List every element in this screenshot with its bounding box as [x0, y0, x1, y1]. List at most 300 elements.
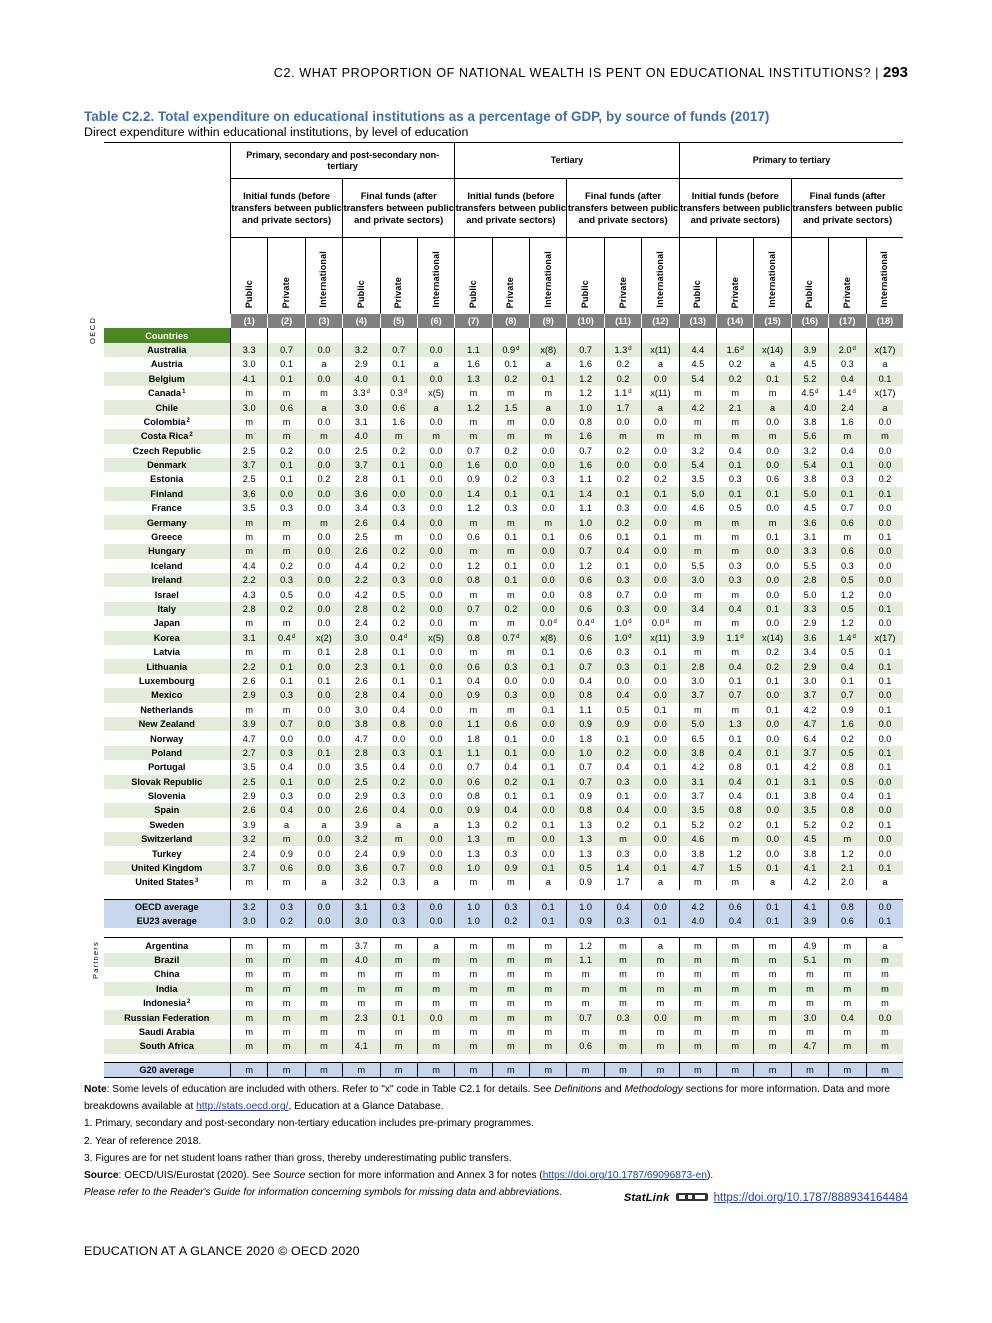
data-cell: 0.2	[604, 357, 641, 371]
data-cell: 0.2	[829, 818, 866, 832]
country-name: Ireland	[104, 573, 231, 587]
data-cell: 0.4	[604, 760, 641, 774]
table-row	[104, 544, 904, 558]
data-cell: m	[717, 587, 754, 601]
data-cell: 0.1	[754, 789, 791, 803]
data-cell: 1.3	[455, 818, 492, 832]
country-name: Sweden	[104, 818, 231, 832]
data-cell: m	[455, 703, 492, 717]
data-cell: 0.6	[380, 400, 417, 414]
data-cell: 3.2	[343, 832, 380, 846]
data-cell: 0.0	[642, 688, 679, 702]
data-cell: 0.9	[455, 688, 492, 702]
data-cell: 2.8	[343, 746, 380, 760]
data-cell: m	[417, 953, 454, 967]
data-cell: 4.6	[679, 832, 716, 846]
level-header-school: Primary, secondary and post-secondary non-tertiary	[231, 143, 455, 179]
data-cell: 2.6	[231, 803, 268, 817]
data-cell: m	[268, 703, 305, 717]
data-cell: m	[305, 967, 342, 981]
data-cell: 4.1	[791, 861, 828, 875]
data-cell: m	[268, 938, 305, 953]
data-cell: 0.0	[530, 688, 567, 702]
data-cell: m	[455, 544, 492, 558]
data-cell: 0.0	[417, 515, 454, 529]
data-cell: 0.0	[642, 544, 679, 558]
data-cell: m	[604, 1025, 641, 1039]
data-cell: 0.6	[455, 659, 492, 673]
data-cell: 0.3	[604, 914, 641, 928]
data-cell: m	[567, 982, 604, 996]
table-row	[104, 982, 904, 996]
data-cell: 0.3	[604, 846, 641, 860]
data-cell: 1.3	[567, 846, 604, 860]
data-cell: 5.2	[791, 818, 828, 832]
data-cell: 0.1	[642, 818, 679, 832]
data-cell: 0.1	[866, 645, 903, 659]
data-cell: m	[268, 645, 305, 659]
data-cell: 0.0	[866, 559, 903, 573]
data-cell: m	[455, 429, 492, 443]
annex-link[interactable]: https://doi.org/10.1787/69096873-en	[542, 1170, 707, 1182]
data-cell: m	[305, 386, 342, 400]
country-name: Spain	[104, 803, 231, 817]
country-name: Denmark	[104, 458, 231, 472]
data-cell: 0.1	[829, 458, 866, 472]
data-cell: 3.5	[679, 472, 716, 486]
data-cell: a	[642, 875, 679, 889]
data-cell: 0.0	[642, 573, 679, 587]
table-row	[104, 746, 904, 760]
data-cell: m	[231, 967, 268, 981]
data-cell: 0.0	[305, 717, 342, 731]
data-cell: 3.9	[791, 914, 828, 928]
data-cell: 0.0	[305, 703, 342, 717]
data-cell: m	[717, 530, 754, 544]
data-cell: x(17)	[866, 386, 903, 400]
data-cell: m	[679, 645, 716, 659]
data-cell: 0.2	[492, 602, 529, 616]
table-row	[104, 515, 904, 529]
data-cell: 3.0	[343, 703, 380, 717]
data-cell: 0.3	[604, 573, 641, 587]
data-cell: a	[305, 818, 342, 832]
data-cell: 0.0	[530, 674, 567, 688]
data-cell: m	[829, 1025, 866, 1039]
data-cell: 0.1	[642, 861, 679, 875]
table-row	[104, 703, 904, 717]
data-cell: m	[492, 1010, 529, 1024]
data-cell: 0.1	[604, 530, 641, 544]
country-name: Greece	[104, 530, 231, 544]
data-cell: 0.0	[305, 775, 342, 789]
data-cell: 2.4	[829, 400, 866, 414]
data-cell: 0.1	[642, 659, 679, 673]
data-cell: m	[642, 996, 679, 1010]
data-cell: 0.1	[754, 914, 791, 928]
note-paragraph	[84, 1081, 910, 1115]
data-cell: 1.0	[567, 899, 604, 914]
data-cell: 0.0	[642, 775, 679, 789]
data-cell: a	[754, 357, 791, 371]
data-cell: 0.0	[305, 458, 342, 472]
data-cell: 1.4	[604, 861, 641, 875]
source-header-public: Public	[567, 238, 604, 315]
data-cell: 0.1	[754, 818, 791, 832]
data-cell: m	[604, 1062, 641, 1077]
table-row	[104, 1039, 904, 1053]
data-cell: 0.1	[754, 775, 791, 789]
data-cell: 0.0	[642, 899, 679, 914]
data-cell: m	[268, 429, 305, 443]
note-text: and	[601, 1084, 625, 1095]
data-cell: 0.0	[305, 899, 342, 914]
data-cell: 0.0	[530, 746, 567, 760]
data-cell: a	[417, 875, 454, 889]
data-cell: 3.3	[791, 544, 828, 558]
table-row	[104, 731, 904, 745]
data-cell: 0.2	[754, 659, 791, 673]
data-cell: 1.1	[567, 472, 604, 486]
data-cell: 0.6	[455, 775, 492, 789]
data-cell: 0.1	[642, 530, 679, 544]
data-cell: m	[754, 1039, 791, 1053]
data-cell: 1.1	[455, 746, 492, 760]
data-cell: 0.1	[268, 775, 305, 789]
data-note-marker: d	[366, 389, 370, 396]
data-cell: m	[530, 953, 567, 967]
source-label: Source	[84, 1170, 119, 1182]
data-cell: 0.0	[604, 415, 641, 429]
data-cell: m	[343, 1062, 380, 1077]
column-number: (8)	[492, 314, 529, 328]
data-cell: 0.3	[717, 559, 754, 573]
stats-oecd-link[interactable]: http://stats.oecd.org/	[196, 1101, 289, 1113]
data-cell: 3.4	[679, 602, 716, 616]
data-cell: 0.4	[829, 1010, 866, 1024]
data-cell: 4.5	[791, 357, 828, 371]
data-cell: 2.3	[343, 1010, 380, 1024]
partners-group-label: Partners	[91, 941, 100, 979]
data-cell: 4.0	[791, 400, 828, 414]
footnote-marker: 2	[187, 999, 191, 1006]
data-cell: 0.0	[417, 659, 454, 673]
data-cell: 0.1	[530, 645, 567, 659]
data-cell: 4.7	[791, 1039, 828, 1053]
data-cell: 3.8	[791, 415, 828, 429]
data-cell: 0.1	[642, 914, 679, 928]
empty-cell	[530, 328, 567, 342]
data-cell: 0.1	[642, 645, 679, 659]
data-cell: 3.9	[791, 343, 828, 357]
data-cell: a	[754, 400, 791, 414]
note-definitions: Definitions	[554, 1084, 602, 1095]
data-cell: 0.6	[268, 861, 305, 875]
data-cell: 0.0	[305, 444, 342, 458]
data-cell: 1.0$^d$	[604, 616, 641, 630]
data-cell: m	[642, 982, 679, 996]
data-cell: m	[717, 938, 754, 953]
level-header-tertiary: Tertiary	[455, 143, 679, 179]
data-cell: m	[604, 967, 641, 981]
data-cell: m	[231, 703, 268, 717]
data-cell: m	[305, 515, 342, 529]
data-cell: 0.1	[492, 487, 529, 501]
data-cell: m	[305, 938, 342, 953]
data-cell: 0.0	[417, 914, 454, 928]
data-cell: m	[604, 982, 641, 996]
data-cell: 0.0	[417, 573, 454, 587]
data-cell: 5.0	[791, 587, 828, 601]
data-cell: 0.1	[604, 789, 641, 803]
page-footer: EDUCATION AT A GLANCE 2020 © OECD 2020	[84, 1244, 360, 1258]
data-cell: 0.0	[530, 602, 567, 616]
country-name: Chile	[104, 400, 231, 414]
data-cell: 5.2	[679, 818, 716, 832]
note-label: Note	[84, 1084, 107, 1095]
data-cell: a	[866, 938, 903, 953]
data-cell: 1.4	[567, 487, 604, 501]
data-cell: m	[866, 953, 903, 967]
column-number: (16)	[791, 314, 828, 328]
data-cell: 2.9	[343, 357, 380, 371]
data-cell: m	[829, 982, 866, 996]
data-cell: 3.0	[231, 400, 268, 414]
data-cell: m	[305, 982, 342, 996]
data-cell: 0.3	[717, 573, 754, 587]
data-cell: 3.1	[679, 775, 716, 789]
data-cell: m	[231, 530, 268, 544]
data-note-marker: d	[852, 345, 856, 352]
data-cell: 2.2	[343, 573, 380, 587]
country-name: Saudi Arabia	[104, 1025, 231, 1039]
data-cell: 0.0	[305, 602, 342, 616]
data-cell: 0.8	[829, 899, 866, 914]
data-cell: 0.0	[642, 1010, 679, 1024]
data-cell: m	[492, 938, 529, 953]
data-cell: 0.0	[492, 674, 529, 688]
data-cell: a	[305, 400, 342, 414]
data-cell: 5.5	[679, 559, 716, 573]
data-cell: 0.9	[380, 846, 417, 860]
table-row	[104, 832, 904, 846]
data-cell: 1.8	[567, 731, 604, 745]
data-cell: m	[380, 1039, 417, 1053]
table-row	[104, 645, 904, 659]
table-row	[104, 530, 904, 544]
data-cell: 4.5	[791, 832, 828, 846]
source-header-international: International	[866, 238, 903, 315]
data-cell: 0.1	[866, 760, 903, 774]
data-cell: 3.8	[679, 746, 716, 760]
data-cell: 1.2	[829, 616, 866, 630]
data-cell: 0.1	[530, 703, 567, 717]
data-cell: 3.6	[791, 631, 828, 645]
data-cell: m	[754, 982, 791, 996]
data-cell: 0.0	[417, 846, 454, 860]
data-cell: m	[679, 703, 716, 717]
source-em: Source	[273, 1170, 306, 1182]
note-methodology: Methodology	[624, 1084, 683, 1095]
data-cell: x(8)	[530, 631, 567, 645]
empty-cell	[717, 328, 754, 342]
empty-cell	[754, 328, 791, 342]
data-cell: 0.3	[268, 899, 305, 914]
data-cell: 2.8	[343, 688, 380, 702]
data-cell: 0.1	[380, 357, 417, 371]
statlink-url[interactable]: https://doi.org/10.1787/888934164484	[713, 1192, 908, 1204]
data-cell: 0.1	[866, 703, 903, 717]
data-cell: 0.2	[717, 372, 754, 386]
data-cell: 3.1	[791, 530, 828, 544]
data-cell: 0.2	[604, 472, 641, 486]
expenditure-table	[103, 142, 903, 1078]
data-cell: 0.0	[866, 731, 903, 745]
data-cell: 0.5	[829, 775, 866, 789]
table-row	[104, 472, 904, 486]
table-row	[104, 587, 904, 601]
data-cell: 0.0	[866, 1010, 903, 1024]
data-cell: 0.7	[604, 587, 641, 601]
source-header-private: Private	[604, 238, 641, 315]
data-cell: 0.0	[604, 674, 641, 688]
country-name: Brazil	[104, 953, 231, 967]
data-cell: 5.4	[791, 458, 828, 472]
data-cell: 0.4$^d$	[268, 631, 305, 645]
table-row	[104, 501, 904, 515]
column-number: (7)	[455, 314, 492, 328]
header-blank	[104, 179, 231, 238]
data-cell: 0.7	[567, 1010, 604, 1024]
data-cell: 0.4	[492, 803, 529, 817]
data-cell: 1.6	[567, 429, 604, 443]
data-cell: 0.2	[604, 818, 641, 832]
data-cell: 0.0	[417, 559, 454, 573]
data-note-marker: d	[628, 345, 632, 352]
table-row	[104, 861, 904, 875]
empty-cell	[866, 328, 903, 342]
table-row	[104, 846, 904, 860]
empty-cell	[791, 328, 828, 342]
data-cell: 4.2	[791, 760, 828, 774]
data-cell: 0.0	[305, 587, 342, 601]
data-cell: 3.0	[343, 914, 380, 928]
data-cell: 3.4	[343, 501, 380, 515]
data-cell: 3.9	[231, 818, 268, 832]
data-cell: m	[717, 953, 754, 967]
data-cell: 0.0	[417, 861, 454, 875]
data-cell: m	[604, 953, 641, 967]
data-cell: 1.1	[455, 343, 492, 357]
country-name: Iceland	[104, 559, 231, 573]
data-cell: 5.0	[791, 487, 828, 501]
data-cell: 1.3	[455, 372, 492, 386]
data-cell: 0.0	[530, 731, 567, 745]
data-note-marker: d	[403, 633, 408, 640]
data-cell: 0.2	[268, 444, 305, 458]
data-cell: m	[679, 875, 716, 889]
data-cell: m	[492, 587, 529, 601]
country-name: Japan	[104, 616, 231, 630]
data-cell: 0.1	[268, 674, 305, 688]
data-cell: m	[455, 415, 492, 429]
data-cell: a	[530, 400, 567, 414]
country-name: Italy	[104, 602, 231, 616]
data-cell: 2.3	[343, 659, 380, 673]
data-cell: 0.0	[866, 616, 903, 630]
data-cell: 1.6	[567, 458, 604, 472]
data-cell: 0.2	[492, 775, 529, 789]
data-note-marker: d	[553, 619, 557, 626]
data-cell: 0.9	[567, 875, 604, 889]
table-row	[104, 357, 904, 371]
data-cell: 3.0	[231, 357, 268, 371]
footnote-3: 3. Figures are for net student loans rather than gross, thereby underestimating public transfers.	[84, 1152, 512, 1164]
data-cell: 4.6	[679, 501, 716, 515]
data-cell: 0.0	[305, 914, 342, 928]
data-cell: 0.8	[455, 789, 492, 803]
data-cell: x(5)	[417, 631, 454, 645]
data-cell: 0.0	[866, 501, 903, 515]
data-cell: 3.3$^d$	[343, 386, 380, 400]
data-cell: 0.4	[380, 760, 417, 774]
data-cell: 3.8	[791, 472, 828, 486]
data-cell: 0.0	[417, 501, 454, 515]
data-cell: 0.1	[754, 530, 791, 544]
data-cell: 0.7	[380, 861, 417, 875]
data-cell: 0.5	[829, 746, 866, 760]
data-cell: m	[754, 515, 791, 529]
data-cell: 0.4	[380, 703, 417, 717]
data-cell: 0.1	[829, 674, 866, 688]
data-cell: 4.0	[343, 429, 380, 443]
data-cell: m	[679, 530, 716, 544]
data-cell: 2.6	[343, 544, 380, 558]
data-cell: 0.1	[866, 746, 903, 760]
data-cell: m	[604, 429, 641, 443]
country-name: Australia	[104, 343, 231, 357]
data-cell: m	[567, 1025, 604, 1039]
data-cell: m	[231, 1010, 268, 1024]
data-cell: 0.1	[530, 487, 567, 501]
data-note-marker: d	[403, 389, 408, 396]
data-cell: 0.1	[380, 372, 417, 386]
country-name: Poland	[104, 746, 231, 760]
data-cell: 0.0	[866, 803, 903, 817]
source-header-international: International	[417, 238, 454, 315]
data-cell: 0.3	[604, 775, 641, 789]
data-cell: 0.0	[417, 688, 454, 702]
data-cell: 0.1	[604, 731, 641, 745]
data-cell: 0.0	[754, 458, 791, 472]
data-cell: 0.8	[717, 760, 754, 774]
data-cell: 0.2	[380, 775, 417, 789]
data-cell: m	[343, 1025, 380, 1039]
column-number: (1)	[231, 314, 268, 328]
data-cell: m	[455, 515, 492, 529]
data-cell: m	[679, 1025, 716, 1039]
data-cell: m	[530, 967, 567, 981]
data-cell: 3.5	[343, 760, 380, 774]
data-cell: x(14)	[754, 631, 791, 645]
data-cell: 0.4	[567, 674, 604, 688]
data-cell: m	[268, 415, 305, 429]
data-cell: 0.0	[305, 501, 342, 515]
data-cell: m	[455, 1039, 492, 1053]
source-header-international: International	[305, 238, 342, 315]
data-cell: 0.3	[380, 573, 417, 587]
table-row	[104, 967, 904, 981]
